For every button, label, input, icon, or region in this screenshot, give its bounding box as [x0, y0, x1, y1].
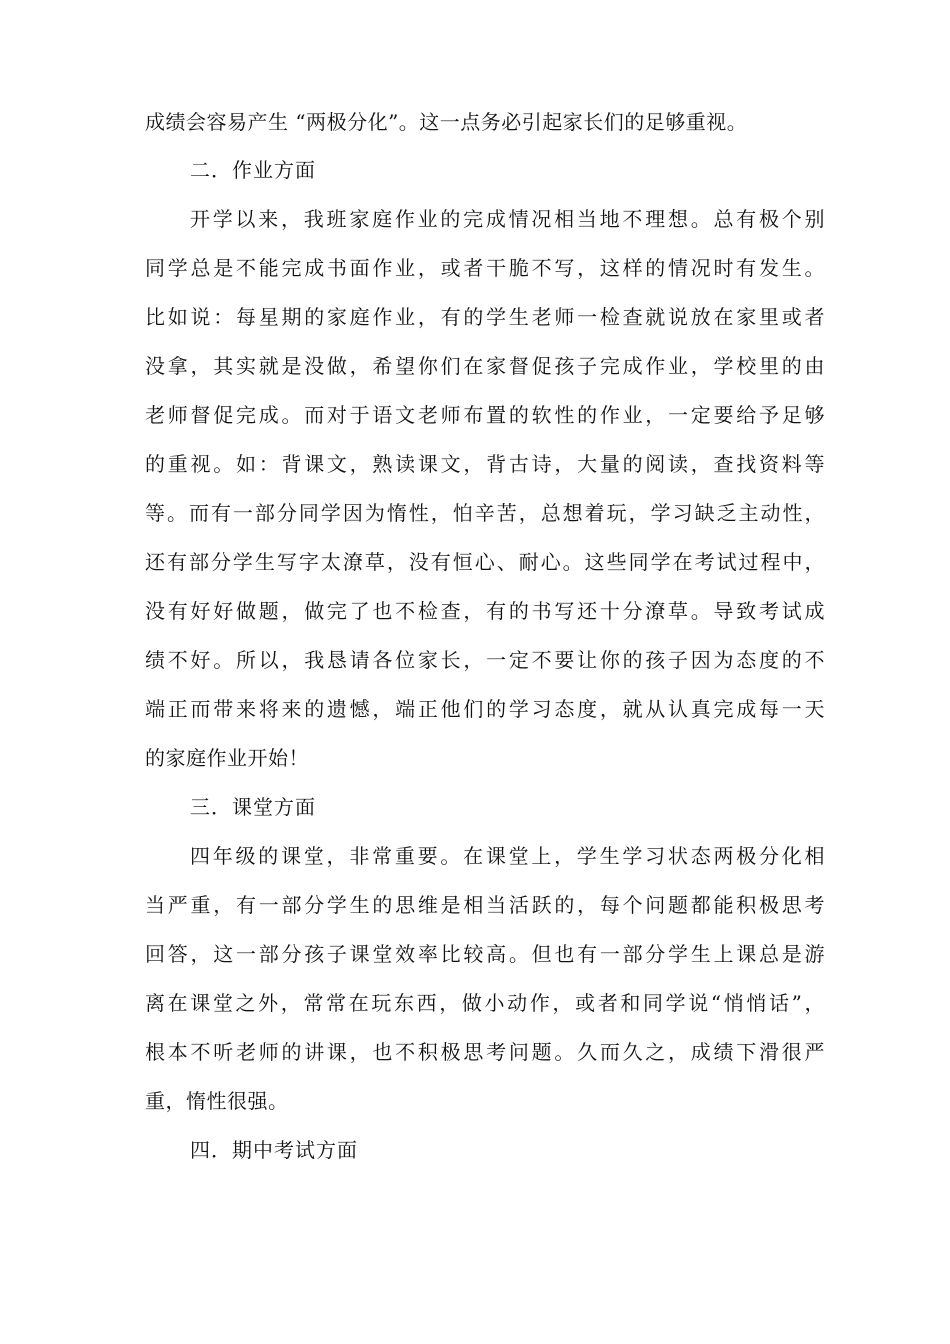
- paragraph-line: 四年级的课堂，非常重要。在课堂上，学生学习状态两极分化相: [190, 844, 825, 868]
- paragraph-line: 当严重，有一部分学生的思维是相当活跃的，每个问题都能积极思考: [145, 893, 825, 917]
- section-heading-classroom: 三．课堂方面: [190, 795, 316, 819]
- section-heading-midterm-exam: 四．期中考试方面: [190, 1138, 358, 1162]
- paragraph-line: 绩不好。所以，我恳请各位家长，一定不要让你的孩子因为态度的不: [145, 648, 825, 672]
- paragraph-line: 等。而有一部分同学因为惰性，怕辛苦，总想着玩，学习缺乏主动性，: [145, 501, 825, 525]
- paragraph-line: 回答，这一部分孩子课堂效率比较高。但也有一部分学生上课总是游: [145, 942, 825, 966]
- paragraph-line: 成绩会容易产生 “两极分化”。这一点务必引起家长们的足够重视。: [145, 110, 748, 134]
- paragraph-line: 没拿，其实就是没做，希望你们在家督促孩子完成作业，学校里的由: [145, 354, 825, 378]
- paragraph-line: 重，惰性很强。: [145, 1089, 289, 1113]
- paragraph-line: 老师督促完成。而对于语文老师布置的软性的作业，一定要给予足够: [145, 403, 825, 427]
- paragraph-line: 离在课堂之外，常常在玩东西，做小动作，或者和同学说“悄悄话”，: [145, 991, 825, 1015]
- paragraph-line: 的家庭作业开始！: [145, 746, 309, 770]
- paragraph-line: 比如说：每星期的家庭作业，有的学生老师一检查就说放在家里或者: [145, 305, 825, 329]
- paragraph-line: 根本不听老师的讲课，也不积极思考问题。久而久之，成绩下滑很严: [145, 1040, 825, 1064]
- paragraph-line: 还有部分学生写字太潦草，没有恒心、耐心。这些同学在考试过程中，: [145, 550, 825, 574]
- paragraph-line: 端正而带来将来的遗憾，端正他们的学习态度，就从认真完成每一天: [145, 697, 825, 721]
- paragraph-line: 没有好好做题，做完了也不检查，有的书写还十分潦草。导致考试成: [145, 599, 825, 623]
- section-heading-homework: 二．作业方面: [190, 158, 316, 182]
- paragraph-line: 同学总是不能完成书面作业，或者干脆不写，这样的情况时有发生。: [145, 256, 825, 280]
- paragraph-line: 的重视。如：背课文，熟读课文，背古诗，大量的阅读，查找资料等: [145, 452, 825, 476]
- paragraph-line: 开学以来，我班家庭作业的完成情况相当地不理想。总有极个别: [190, 207, 825, 231]
